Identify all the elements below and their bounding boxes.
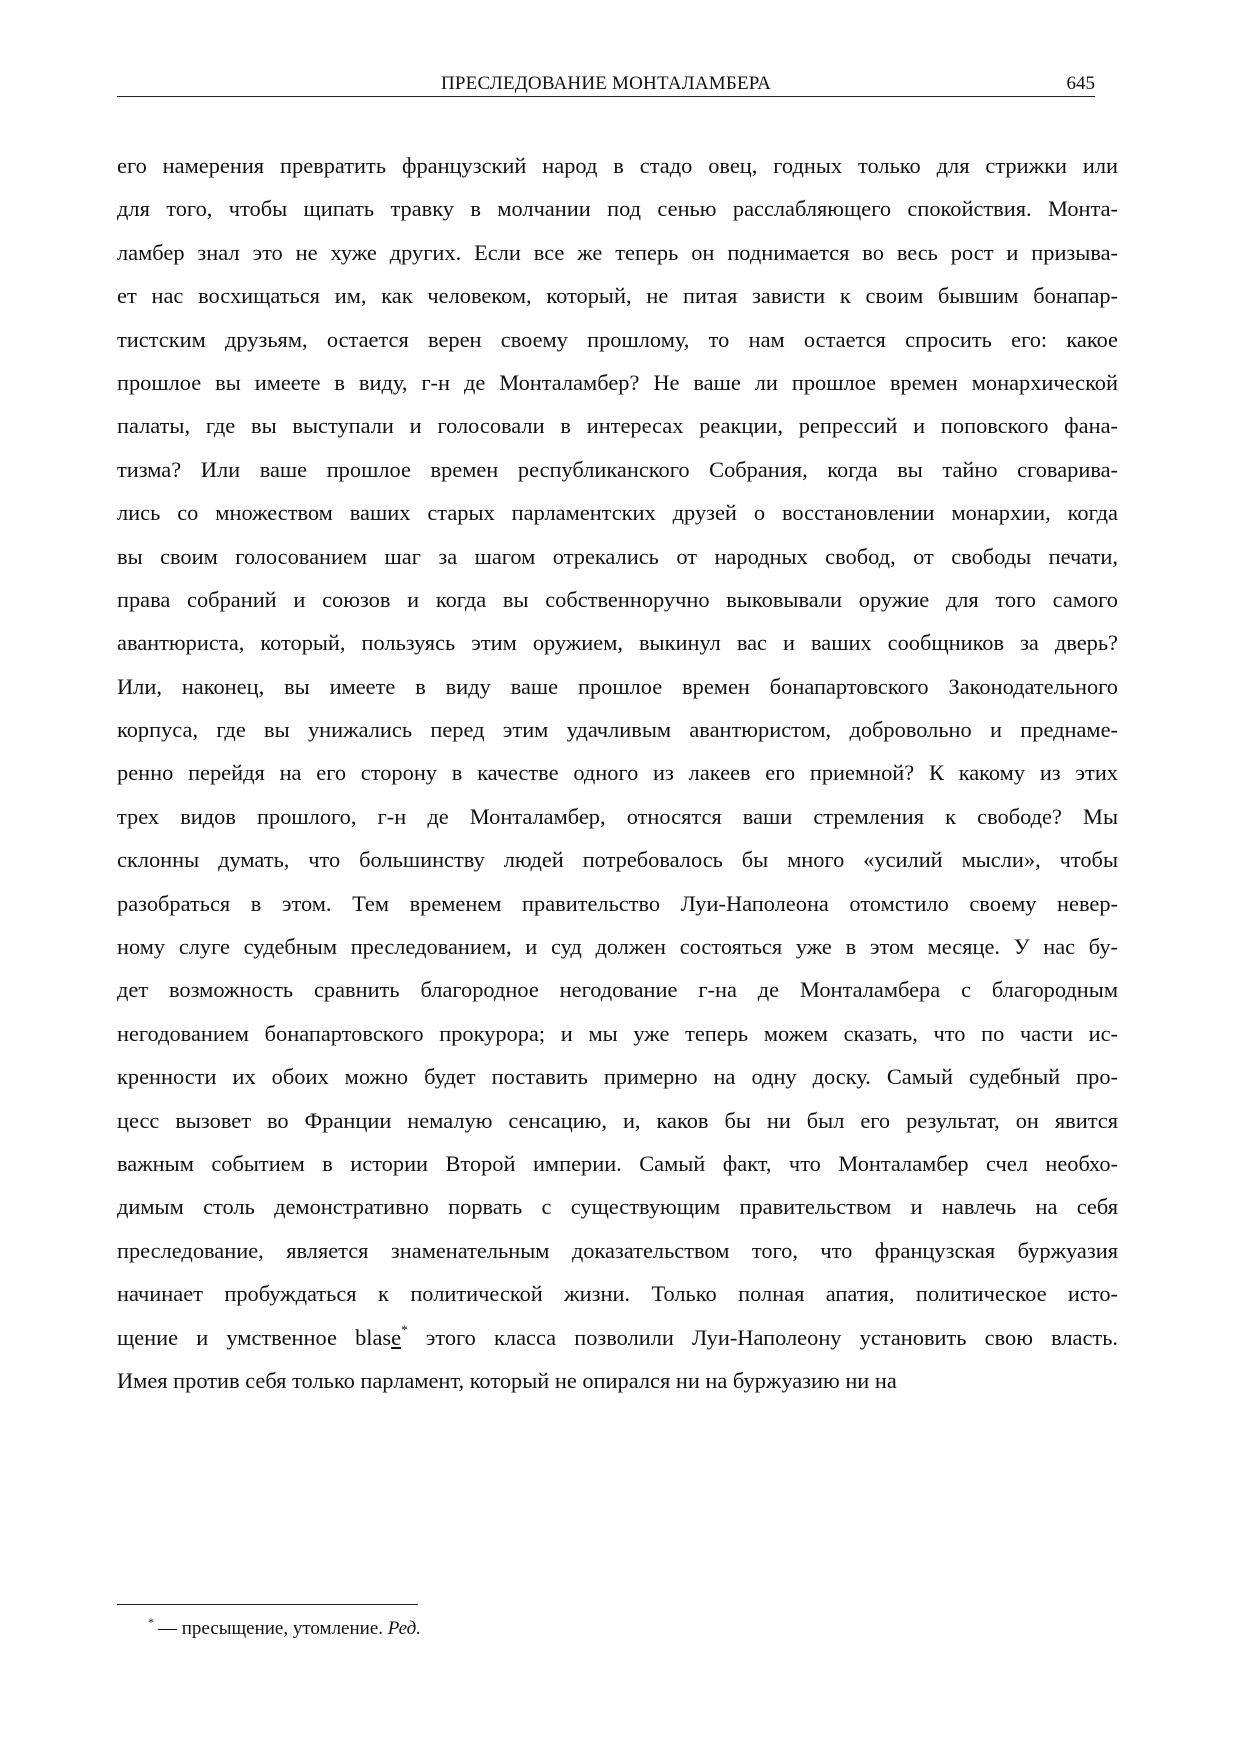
- text-line-last: Имея против себя только парламент, который не опирался ни на буржуазию ни на: [117, 1367, 897, 1393]
- text-line: ламбер знал это не хуже других. Если все же теперь он поднимается во весь рост и призыва-: [117, 239, 1118, 265]
- text-line: права собраний и союзов и когда вы собственноручно выковывали оружие для того самого: [117, 586, 1118, 612]
- footnote-rule: [117, 1604, 418, 1605]
- text-line: начинает пробуждаться к политической жизни. Только полная апатия, политическое исто-: [117, 1281, 1118, 1307]
- text-line-with-footnote: [117, 1316, 1118, 1359]
- text-line: палаты, где вы выступали и голосовали в интересах реакции, репрессий и поповского фана-: [117, 413, 1118, 439]
- running-title: ПРЕСЛЕДОВАНИЕ МОНТАЛАМБЕРА: [440, 73, 772, 94]
- text-line: тизма? Или ваше прошлое времен республиканского Собрания, когда вы тайно сговарива-: [117, 456, 1118, 482]
- text-line: для того, чтобы щипать травку в молчании под сенью расслабляющего спокойствия. Монта-: [117, 196, 1118, 222]
- text-line: ному слуге судебным преследованием, и суд должен состояться уже в этом месяце. У нас бу-: [117, 934, 1118, 960]
- footnote: [148, 1614, 421, 1645]
- text-line: прошлое вы имеете в виду, г-н де Монталамбер? Не ваше ли прошлое времен монархической: [117, 369, 1118, 395]
- text-segment: щение и умственное blas: [117, 1324, 392, 1350]
- running-head: [117, 72, 1095, 97]
- text-segment: этого класса позволили Луи-Наполеону установить свою власть.: [407, 1324, 1118, 1350]
- text-line: разобраться в этом. Тем временем правительство Луи-Наполеона отомстило своему невер-: [117, 890, 1118, 916]
- text-line: димым столь демонстративно порвать с существующим правительством и навлечь на себя: [117, 1194, 1118, 1220]
- text-line: Или, наконец, вы имеете в виду ваше прошлое времен бонапартовского Законодательного: [117, 673, 1118, 699]
- text-line: склонны думать, что большинству людей потребовалось бы много «усилий мысли», чтобы: [117, 847, 1118, 873]
- text-line: тистским друзьям, остается верен своему прошлому, то нам остается спросить его: какое: [117, 326, 1118, 352]
- text-line: преследование, является знаменательным доказательством того, что французская буржуазия: [117, 1237, 1118, 1263]
- underlined-letter: e: [391, 1324, 402, 1350]
- text-line: дет возможность сравнить благородное негодование г-на де Монталамбера с благородным: [117, 977, 1118, 1003]
- text-line: вы своим голосованием шаг за шагом отрекались от народных свобод, от свободы печати,: [117, 543, 1118, 569]
- text-line: корпуса, где вы унижались перед этим удачливым авантюристом, добровольно и преднаме-: [117, 717, 1118, 743]
- text-line: его намерения превратить французский народ в стадо овец, годных только для стрижки или: [117, 153, 1118, 178]
- text-line: трех видов прошлого, г-н де Монталамбер, относятся ваши стремления к свободе? Мы: [117, 803, 1118, 829]
- text-line: цесс вызовет во Франции немалую сенсацию, и, каков бы ни был его результат, он явится: [117, 1107, 1118, 1133]
- footnote-editor-note: Ред.: [387, 1618, 422, 1639]
- text-line: лись со множеством ваших старых парламентских друзей о восстановлении монархии, когда: [117, 500, 1118, 526]
- text-line: ренно перейдя на его сторону в качестве одного из лакеев его приемной? К какому из этих: [117, 760, 1118, 786]
- footnote-reference: *: [401, 1321, 408, 1337]
- text-line: важным событием в истории Второй империи. Самый факт, что Монталамбер счел необхо-: [117, 1150, 1118, 1176]
- footnote-marker: *: [148, 1615, 154, 1629]
- body-text: [117, 144, 1118, 1402]
- text-line: кренности их обоих можно будет поставить примерно на одну доску. Самый судебный про-: [117, 1064, 1118, 1090]
- footnote-text: — пресыщение, утомление.: [158, 1618, 388, 1639]
- page-number: 645: [1066, 73, 1095, 94]
- text-line: негодованием бонапартовского прокурора; и мы уже теперь можем сказать, что по части ис-: [117, 1020, 1118, 1046]
- text-line: авантюриста, который, пользуясь этим оружием, выкинул вас и ваших сообщников за дверь?: [117, 630, 1118, 656]
- text-line: ет нас восхищаться им, как человеком, который, не питая зависти к своим бывшим бонапар-: [117, 283, 1118, 309]
